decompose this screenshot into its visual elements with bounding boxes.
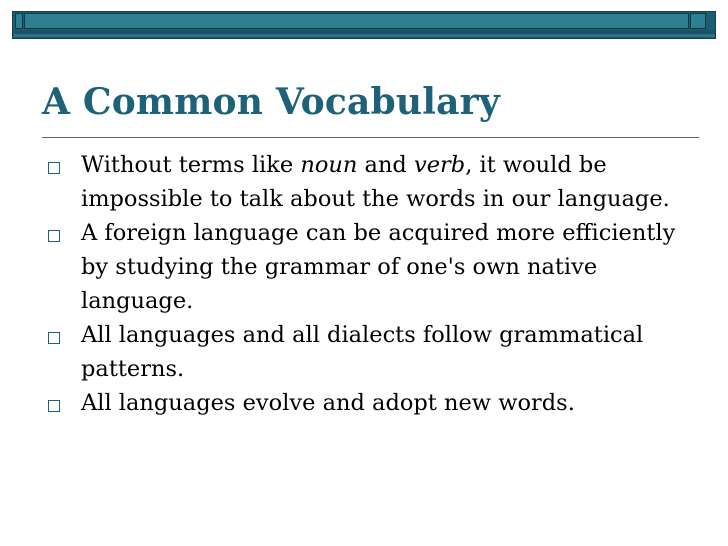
bullet-text: Without terms like noun and verb, it would be impossible to talk about the words in our language. — [81, 152, 670, 212]
bullet-list — [42, 148, 692, 420]
term-noun: noun — [300, 152, 358, 178]
bullet-item — [42, 148, 692, 216]
banner-cell-right — [690, 13, 706, 29]
bullet-text: All languages evolve and adopt new words. — [81, 390, 575, 416]
bullet-item — [42, 216, 692, 318]
bullet-text: A foreign language can be acquired more efficiently by studying the grammar of one's own native language. — [81, 220, 676, 314]
hollow-square-bullet-icon — [48, 400, 60, 412]
bullet-item — [42, 386, 692, 420]
title-divider — [42, 137, 699, 138]
hollow-square-bullet-icon — [48, 162, 60, 174]
banner-cell-main — [24, 13, 689, 29]
hollow-square-bullet-icon — [48, 332, 60, 344]
banner-cell-left — [15, 13, 23, 29]
bullet-text: All languages and all dialects follow grammatical patterns. — [81, 322, 644, 382]
header-banner — [0, 0, 728, 42]
hollow-square-bullet-icon — [48, 230, 60, 242]
bullet-item — [42, 318, 692, 386]
slide-title: A Common Vocabulary — [42, 81, 500, 123]
term-verb: verb — [414, 152, 466, 178]
banner-stripe-lower — [14, 34, 715, 37]
